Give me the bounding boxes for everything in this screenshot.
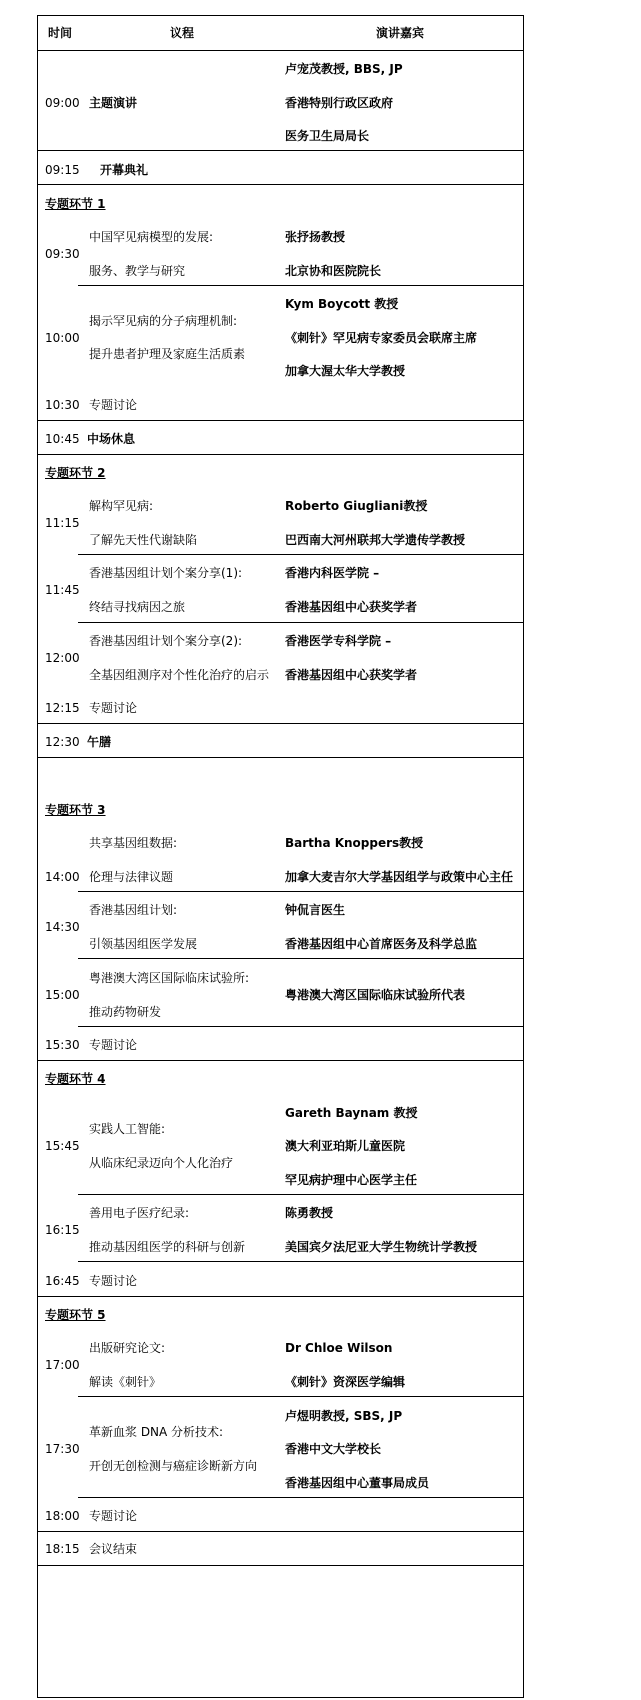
row-time: 16:45 xyxy=(45,1274,80,1288)
row-time: 15:45 xyxy=(45,1139,80,1153)
row-title: 中场休息 xyxy=(87,432,136,446)
speaker-name: 卢煜明教授, SBS, JP xyxy=(285,1409,403,1423)
topic-line-2: 推动药物研发 xyxy=(89,1005,162,1019)
topic-line-2: 解读《刺针》 xyxy=(89,1375,162,1389)
session-label: 专题环节 3 xyxy=(45,803,106,817)
row-title: 专题讨论 xyxy=(89,701,138,715)
header-speakers: 演讲嘉宾 xyxy=(376,26,425,40)
row-time: 15:30 xyxy=(45,1038,80,1052)
header-agenda: 议程 xyxy=(170,26,195,40)
session-label: 专题环节 2 xyxy=(45,466,106,480)
row-time: 14:00 xyxy=(45,870,80,884)
topic-line-1: 中国罕见病模型的发展: xyxy=(89,230,214,244)
speaker-affiliation: 《刺针》资深医学编辑 xyxy=(285,1375,406,1389)
row-time: 15:00 xyxy=(45,988,80,1002)
speaker-name: Dr Chloe Wilson xyxy=(285,1341,393,1355)
speaker-affiliation: 北京协和医院院长 xyxy=(285,264,382,278)
row-time: 18:00 xyxy=(45,1509,80,1523)
table-border-right xyxy=(523,15,524,1698)
topic-line-1: 实践人工智能: xyxy=(89,1122,166,1136)
speaker-affiliation: 《刺针》罕见病专家委员会联席主席 xyxy=(285,331,478,345)
topic-line-2: 了解先天性代谢缺陷 xyxy=(89,533,198,547)
topic-line-1: 善用电子医疗纪录: xyxy=(89,1206,190,1220)
row-title: 会议结束 xyxy=(89,1542,138,1556)
topic-line-2: 提升患者护理及家庭生活质素 xyxy=(89,347,246,361)
topic-line-2: 伦理与法律议题 xyxy=(89,870,174,884)
row-time: 10:45 xyxy=(45,432,80,446)
header-time: 时间 xyxy=(48,26,73,40)
row-time: 10:30 xyxy=(45,398,80,412)
topic-line-2: 从临床纪录迈向个人化治疗 xyxy=(89,1156,234,1170)
topic-line-2: 终结寻找病因之旅 xyxy=(89,600,186,614)
topic-line-1: 香港基因组计划个案分享(1): xyxy=(89,566,243,580)
row-time: 10:00 xyxy=(45,331,80,345)
speaker-name: 钟侃言医生 xyxy=(285,903,346,917)
topic-line-2: 引领基因组医学发展 xyxy=(89,937,198,951)
speaker-affiliation: 香港特别行政区政府 xyxy=(285,96,394,110)
topic-line-1: 揭示罕见病的分子病理机制: xyxy=(89,314,238,328)
row-time: 16:15 xyxy=(45,1223,80,1237)
row-title: 专题讨论 xyxy=(89,398,138,412)
row-time: 12:15 xyxy=(45,701,80,715)
topic-line-1: 革新血浆 DNA 分析技术: xyxy=(89,1425,224,1439)
row-title: 专题讨论 xyxy=(89,1038,138,1052)
row-time: 11:45 xyxy=(45,583,80,597)
row-title: 午膳 xyxy=(87,735,112,749)
speaker-name: Gareth Baynam 教授 xyxy=(285,1106,418,1120)
session-label: 专题环节 4 xyxy=(45,1072,106,1086)
speaker-title: 罕见病护理中心医学主任 xyxy=(285,1173,418,1187)
speaker-affiliation: 巴西南大河州联邦大学遗传学教授 xyxy=(285,533,466,547)
speaker-affiliation: 美国宾夕法尼亚大学生物统计学教授 xyxy=(285,1240,478,1254)
topic-line-1: 香港基因组计划: xyxy=(89,903,178,917)
speaker-name: 粤港澳大湾区国际临床试验所代表 xyxy=(285,988,466,1002)
topic-line-2: 服务、教学与研究 xyxy=(89,264,186,278)
row-title: 开幕典礼 xyxy=(100,163,149,177)
speaker-affiliation: 澳大利亚珀斯儿童医院 xyxy=(285,1139,406,1153)
speaker-title: 加拿大渥太华大学教授 xyxy=(285,364,406,378)
speaker-title: 医务卫生局局长 xyxy=(285,129,370,143)
row-time: 11:15 xyxy=(45,516,80,530)
topic-line-1: 出版研究论文: xyxy=(89,1341,166,1355)
row-time: 09:30 xyxy=(45,247,80,261)
speaker-affiliation: 香港中文大学校长 xyxy=(285,1442,382,1456)
table-border-left xyxy=(37,15,38,1698)
row-title: 主题演讲 xyxy=(89,96,138,110)
row-time: 09:15 xyxy=(45,163,80,177)
topic-line-2: 全基因组测序对个性化治疗的启示 xyxy=(89,668,270,682)
speaker-affiliation: 香港基因组中心获奖学者 xyxy=(285,600,418,614)
agenda-table xyxy=(37,15,524,1698)
speaker-name: Kym Boycott 教授 xyxy=(285,297,399,311)
topic-line-2: 推动基因组医学的科研与创新 xyxy=(89,1240,246,1254)
speaker-name: Bartha Knoppers教授 xyxy=(285,836,424,850)
speaker-name: 卢宠茂教授, BBS, JP xyxy=(285,62,403,76)
row-time: 17:30 xyxy=(45,1442,80,1456)
session-label: 专题环节 1 xyxy=(45,197,106,211)
row-title: 专题讨论 xyxy=(89,1274,138,1288)
speaker-title: 香港基因组中心董事局成员 xyxy=(285,1476,430,1490)
row-time: 12:30 xyxy=(45,735,80,749)
topic-line-1: 香港基因组计划个案分享(2): xyxy=(89,634,243,648)
topic-line-1: 共享基因组数据: xyxy=(89,836,178,850)
speaker-name: 张抒扬教授 xyxy=(285,230,346,244)
speaker-affiliation: 加拿大麦吉尔大学基因组学与政策中心主任 xyxy=(285,870,514,884)
topic-line-1: 解构罕见病: xyxy=(89,499,154,513)
row-title: 专题讨论 xyxy=(89,1509,138,1523)
speaker-affiliation: 香港基因组中心获奖学者 xyxy=(285,668,418,682)
row-time: 14:30 xyxy=(45,920,80,934)
session-label: 专题环节 5 xyxy=(45,1308,106,1322)
topic-line-1: 粤港澳大湾区国际临床试验所: xyxy=(89,971,250,985)
speaker-name: 陈勇教授 xyxy=(285,1206,334,1220)
speaker-affiliation: 香港基因组中心首席医务及科学总监 xyxy=(285,937,478,951)
row-time: 12:00 xyxy=(45,651,80,665)
row-time: 18:15 xyxy=(45,1542,80,1556)
speaker-name: 香港医学专科学院 – xyxy=(285,634,392,648)
row-time: 09:00 xyxy=(45,96,80,110)
speaker-name: Roberto Giugliani教授 xyxy=(285,499,428,513)
speaker-name: 香港内科医学院 – xyxy=(285,566,380,580)
row-time: 17:00 xyxy=(45,1358,80,1372)
topic-line-2: 开创无创检测与癌症诊断新方向 xyxy=(89,1459,258,1473)
